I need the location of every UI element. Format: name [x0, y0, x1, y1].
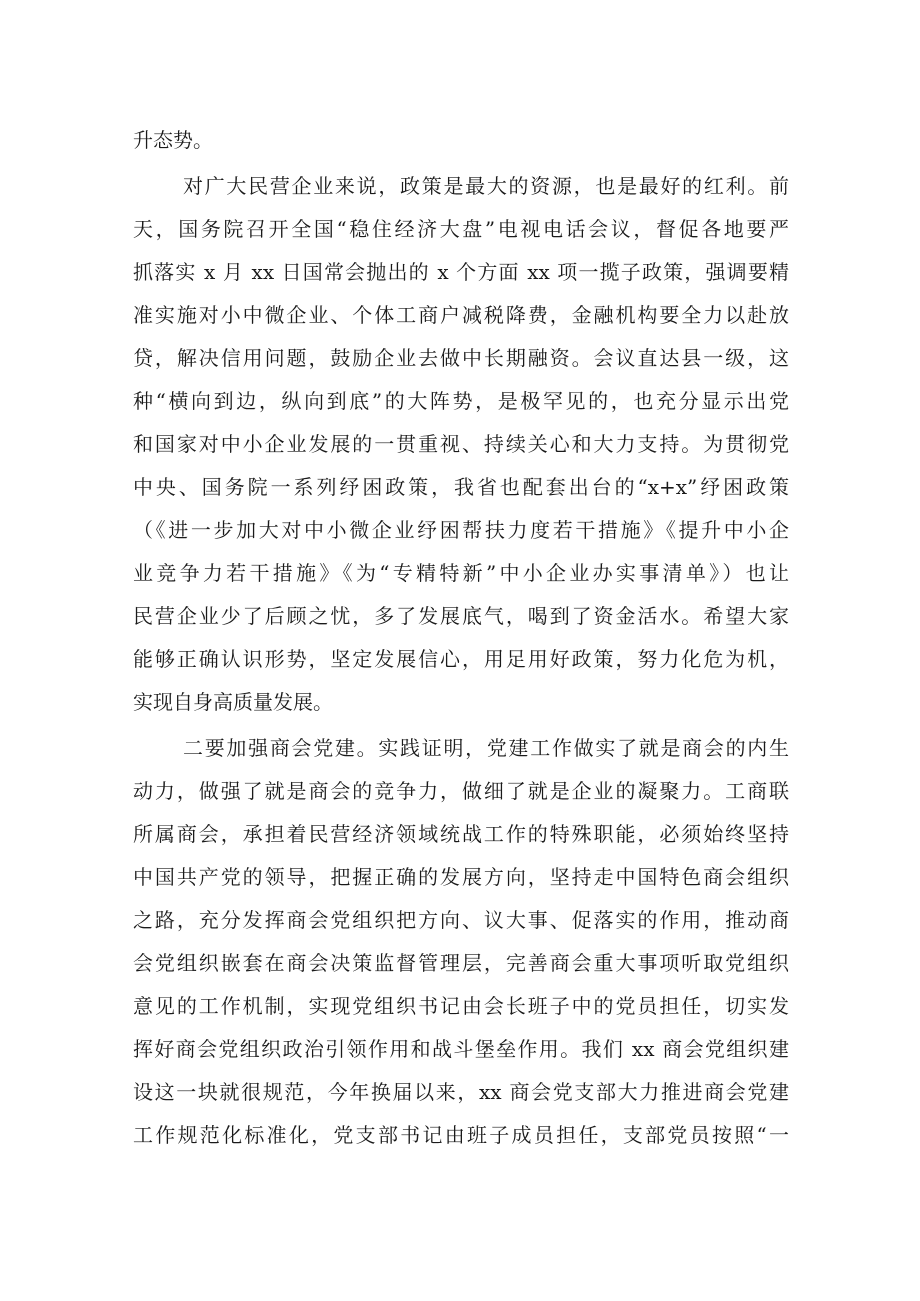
line-text: 天，国务院召开全国“稳住经济大盘”电视电话会议，督促各地要严 — [133, 217, 789, 241]
line-text: 会党组织嵌套在商会决策监督管理层，完善商会重大事项听取党组织 — [133, 951, 789, 975]
line-text: 业竞争力若干措施》《为“专精特新”中小企业办实事清单》）也让 — [133, 561, 789, 585]
text-line — [0, 902, 920, 938]
text-line — [0, 297, 920, 333]
text-line — [0, 340, 920, 376]
line-text: 种“横向到边，纵向到底”的大阵势，是极罕见的，也充分显示出党 — [133, 389, 789, 413]
line-text: 中国共产党的领导，把握正确的发展方向，坚持走中国特色商会组织 — [133, 865, 789, 889]
line-text: 意见的工作机制，实现党组织书记由会长班子中的党员担任，切实发 — [133, 994, 789, 1018]
text-line — [0, 426, 920, 462]
line-text: 能够正确认识形势，坚定发展信心，用足用好政策，努力化危为机， — [133, 647, 789, 671]
line-text: 和国家对中小企业发展的一贯重视、持续关心和大力支持。为贯彻党 — [133, 432, 789, 456]
text-line — [0, 512, 920, 548]
line-text: 设这一块就很规范，今年换届以来，xx 商会党支部大力推进商会党建 — [133, 1080, 789, 1104]
text-line — [0, 773, 920, 809]
line-text: 工作规范化标准化，党支部书记由班子成员担任，支部党员按照“一 — [133, 1123, 789, 1147]
text-line — [0, 211, 920, 247]
text-line — [0, 555, 920, 591]
line-text: 对广大民营企业来说，政策是最大的资源，也是最好的红利。前 — [183, 174, 789, 198]
line-text: 挥好商会党组织政治引领作用和战斗堡垒作用。我们 xx 商会党组织建 — [133, 1037, 789, 1061]
line-text: 二要加强商会党建。实践证明，党建工作做实了就是商会的内生 — [183, 736, 789, 760]
text-line — [0, 383, 920, 419]
line-text: 之路，充分发挥商会党组织把方向、议大事、促落实的作用，推动商 — [133, 908, 789, 932]
text-line — [0, 122, 920, 158]
text-line — [0, 859, 920, 895]
text-line — [0, 1117, 920, 1153]
text-line — [0, 254, 920, 290]
text-line — [0, 945, 920, 981]
line-text: 准实施对小中微企业、个体工商户减税降费，金融机构要全力以赴放 — [133, 303, 789, 327]
text-line — [0, 1074, 920, 1110]
text-line — [0, 684, 920, 720]
line-text: 中央、国务院一系列纾困政策，我省也配套出台的“x+x”纾困政策 — [133, 475, 789, 499]
text-line — [0, 598, 920, 634]
text-line — [0, 168, 920, 204]
line-text: 民营企业少了后顾之忧，多了发展底气，喝到了资金活水。希望大家 — [133, 604, 789, 628]
text-line — [0, 730, 920, 766]
text-line — [0, 1031, 920, 1067]
line-text: 动力，做强了就是商会的竞争力，做细了就是企业的凝聚力。工商联 — [133, 779, 789, 803]
line-text: 升态势。 — [133, 128, 213, 152]
text-line — [0, 988, 920, 1024]
text-line — [0, 641, 920, 677]
line-text: 贷，解决信用问题，鼓励企业去做中长期融资。会议直达县一级，这 — [133, 346, 789, 370]
line-text: 抓落实 x 月 xx 日国常会抛出的 x 个方面 xx 项一揽子政策，强调要精 — [133, 260, 789, 284]
text-line — [0, 816, 920, 852]
line-text: （《进一步加大对中小微企业纾困帮扶力度若干措施》《提升中小企 — [133, 518, 789, 542]
line-text: 实现自身高质量发展。 — [133, 690, 333, 714]
text-line — [0, 469, 920, 505]
line-text: 所属商会，承担着民营经济领域统战工作的特殊职能，必须始终坚持 — [133, 822, 789, 846]
